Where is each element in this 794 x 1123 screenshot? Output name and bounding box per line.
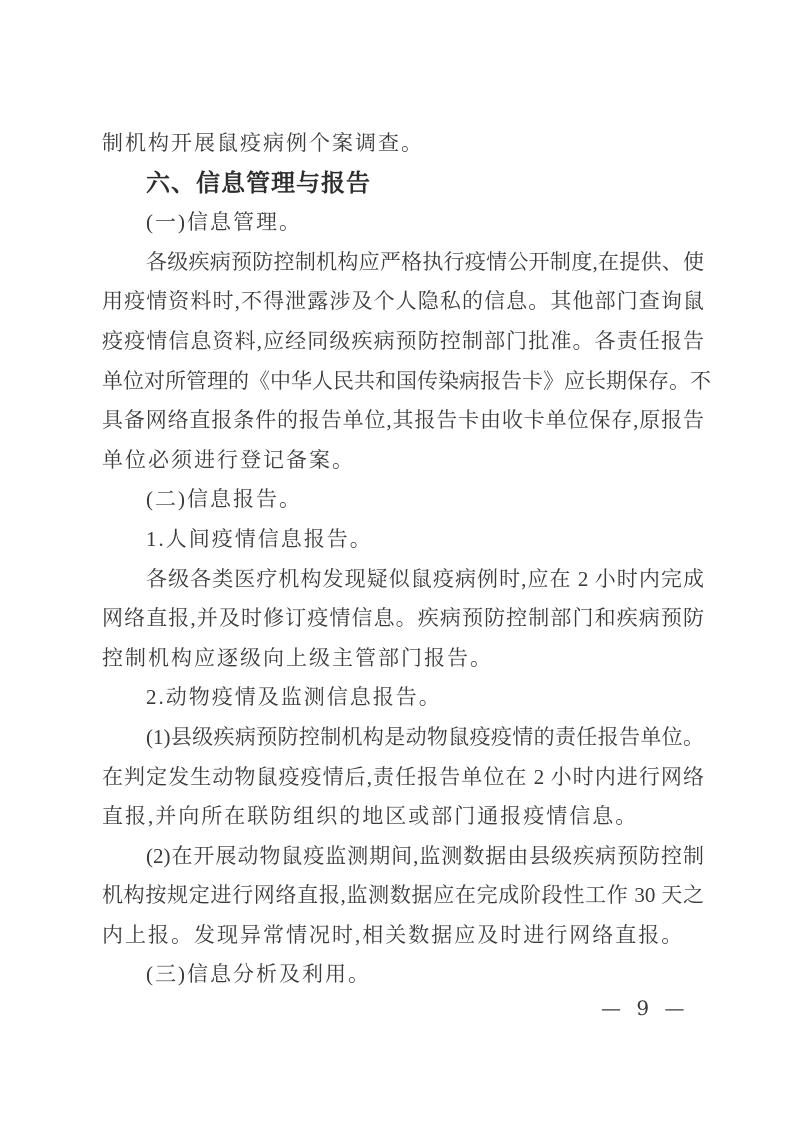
paragraph-line: 具备网络直报条件的报告单位,其报告卡由收卡单位保存,原报告 xyxy=(102,408,704,433)
paragraph-line: (1)县级疾病预防控制机构是动物鼠疫疫情的责任报告单位。 xyxy=(146,724,704,749)
paragraph-line: 各级各类医疗机构发现疑似鼠疫病例时,应在 2 小时内完成 xyxy=(146,566,704,591)
subsection-1-heading: (一)信息管理。 xyxy=(146,210,302,235)
paragraph-line: 在判定发生动物鼠疫疫情后,责任报告单位在 2 小时内进行网络 xyxy=(102,764,704,789)
item-2-heading: 2.动物疫情及监测信息报告。 xyxy=(146,685,442,710)
paragraph-line: 直报,并向所在联防组织的地区或部门通报疫情信息。 xyxy=(102,804,639,829)
paragraph-line-continuation: 制机构开展鼠疫病例个案调查。 xyxy=(102,131,424,155)
paragraph-line: 疫疫情信息资料,应经同级疾病预防控制部门批准。各责任报告 xyxy=(102,328,704,353)
paragraph-line: 各级疾病预防控制机构应严格执行疫情公开制度,在提供、使 xyxy=(146,249,704,274)
document-text-block xyxy=(102,124,711,995)
paragraph-line: 单位必须进行登记备案。 xyxy=(102,447,355,472)
paragraph-line: (2)在开展动物鼠疫监测期间,监测数据由县级疾病预防控制 xyxy=(146,843,704,868)
section-heading: 六、信息管理与报告 xyxy=(146,168,371,197)
paragraph-line: 网络直报,并及时修订疫情信息。疾病预防控制部门和疾病预防 xyxy=(102,606,704,631)
paragraph-line: 用疫情资料时,不得泄露涉及个人隐私的信息。其他部门查询鼠 xyxy=(102,289,704,314)
paragraph-line: 控制机构应逐级向上级主管部门报告。 xyxy=(102,645,493,670)
subsection-2-heading: (二)信息报告。 xyxy=(146,487,302,512)
page-number: — 9 — xyxy=(601,996,685,1020)
subsection-3-heading: (三)信息分析及利用。 xyxy=(146,962,371,987)
paragraph-line: 内上报。发现异常情况时,相关数据应及时进行网络直报。 xyxy=(102,922,685,947)
item-1-heading: 1.人间疫情信息报告。 xyxy=(146,526,373,551)
paragraph-line: 单位对所管理的《中华人民共和国传染病报告卡》应长期保存。不 xyxy=(102,368,711,393)
paragraph-line: 机构按规定进行网络直报,监测数据应在完成阶段性工作 30 天之 xyxy=(102,883,704,908)
